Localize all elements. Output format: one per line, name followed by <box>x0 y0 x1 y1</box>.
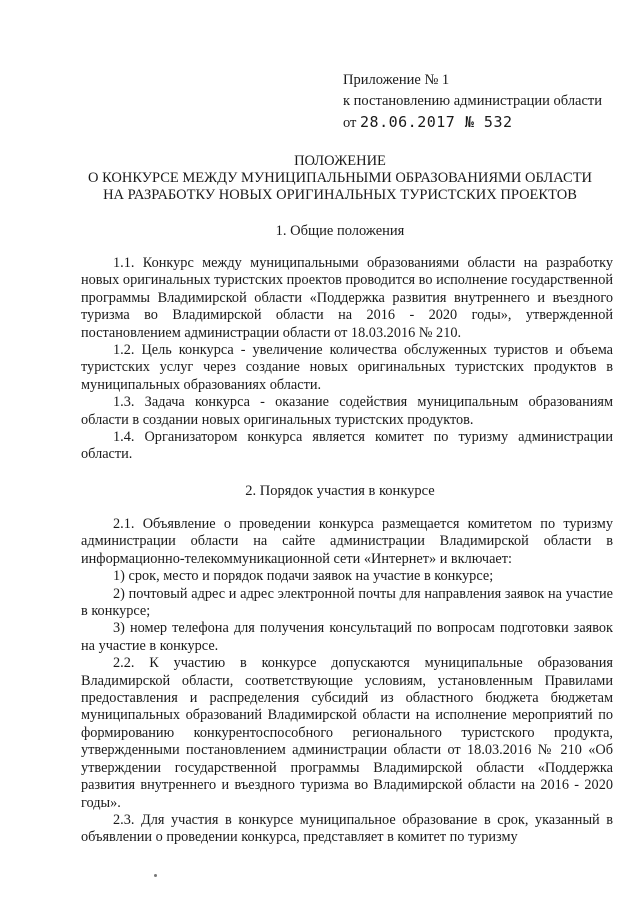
clause-2-3: 2.3. Для участия в конкурсе муниципальное образование в срок, указанный в объявлении о проведении конкурса, представляет в комитет по туризму <box>81 811 613 846</box>
section-1-body <box>81 255 613 464</box>
clause-1-1: 1.1. Конкурс между муниципальными образованиями области на разработку новых оригинальных туристских проектов проводится во исполнение государственной программы Владимирской области «Поддержка развития внутреннего и въездного туризма во Владимирской области на 2016 - 2020 годы», утвержденной постановлением администрации области от 18.03.2016 № 210. <box>81 255 613 341</box>
annex-number: Приложение № 1 <box>343 72 450 88</box>
annex-date-number: 28.06.2017 № 532 <box>360 113 513 131</box>
clause-1-2: 1.2. Цель конкурса - увеличение количества обслуженных туристов и объема туристских услуг через создание новых оригинальных туристских продуктов в муниципальных образованиях области. <box>81 342 613 393</box>
scan-speck <box>154 874 157 877</box>
document-title <box>60 153 620 204</box>
annex-date-line <box>343 112 602 134</box>
section-1-heading: 1. Общие положения <box>275 223 405 239</box>
list-item-2: 2) почтовый адрес и адрес электронной почты для направления заявок на участие в конкурсе; <box>81 585 613 620</box>
title-line-3: НА РАЗРАБОТКУ НОВЫХ ОРИГИНАЛЬНЫХ ТУРИСТСКИХ ПРОЕКТОВ <box>103 187 577 203</box>
title-line-1: ПОЛОЖЕНИЕ <box>294 153 386 169</box>
annex-date-prefix: от <box>343 115 357 131</box>
section-2-heading: 2. Порядок участия в конкурсе <box>245 483 435 499</box>
clause-2-1: 2.1. Объявление о проведении конкурса размещается комитетом по туризму администрации области на сайте администрации Владимирской области в информационно-телекоммуникационной сети «Интернет» и включает: <box>81 516 613 567</box>
title-line-2: О КОНКУРСЕ МЕЖДУ МУНИЦИПАЛЬНЫМИ ОБРАЗОВАНИЯМИ ОБЛАСТИ <box>87 170 593 186</box>
clause-2-2: 2.2. К участию в конкурсе допускаются муниципальные образования Владимирской области, соответствующие условиям, установленным Правилами предоставления и распределения субсидий из областного бюджета бюджетам муниципальных образований Владимирской области на исполнение мероприятий по формированию конкурентоспособного регионального туристского продукта, утвержденными постановлением администрации области от 18.03.2016 № 210 «Об утверждении государственной программы Владимирской области «Поддержка развития внутреннего и въездного туризма во Владимирской области на 2016 - 2020 годы». <box>81 655 613 811</box>
clause-1-3: 1.3. Задача конкурса - оказание содействия муниципальным образованиям области в создании новых оригинальных туристских продуктов. <box>81 394 613 428</box>
clause-1-4: 1.4. Организатором конкурса является комитет по туризму администрации области. <box>81 429 613 463</box>
section-2-body <box>81 516 613 847</box>
list-item-3: 3) номер телефона для получения консультаций по вопросам подготовки заявок на участие в конкурсе. <box>81 620 613 654</box>
annex-header <box>343 70 602 134</box>
annex-reference: к постановлению администрации области <box>343 93 603 109</box>
list-item-1: 1) срок, место и порядок подачи заявок на участие в конкурсе; <box>113 568 494 585</box>
